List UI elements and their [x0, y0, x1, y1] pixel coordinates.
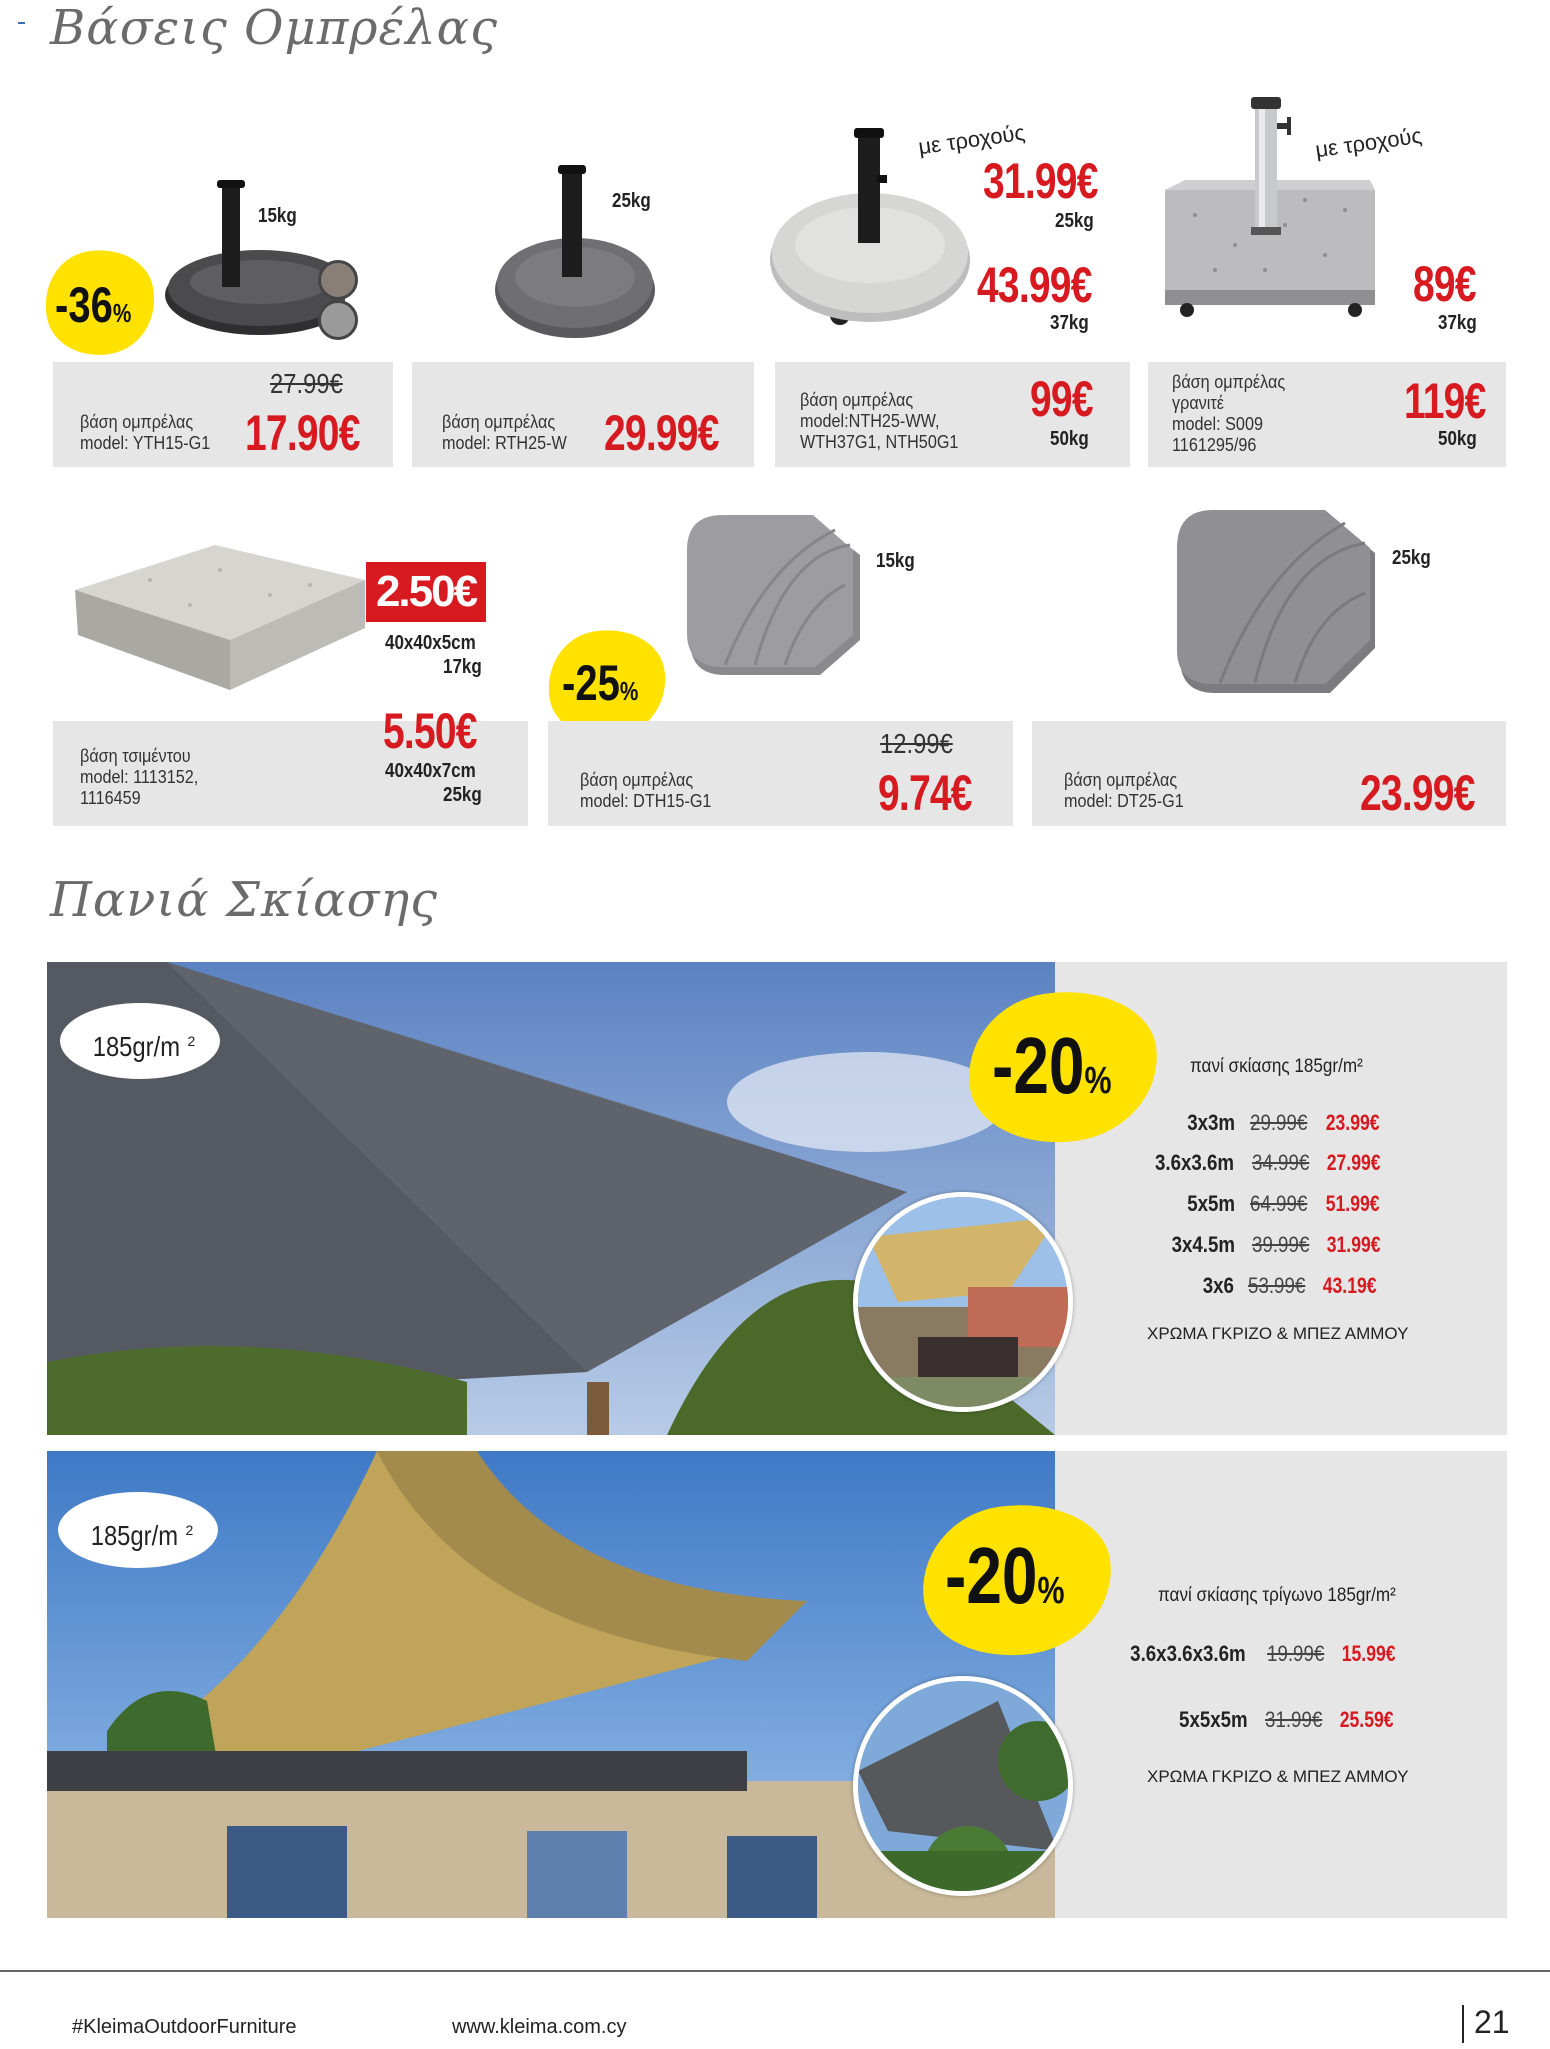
price-row: 5x5x5m 31.99€ 25.59€	[1179, 1707, 1394, 1732]
umbrella-base-image-1	[145, 180, 345, 340]
product-price: 5.50€	[383, 703, 477, 759]
shade-product-title: πανί σκίασης τρίγωνο 185gr/m²	[1158, 1585, 1396, 1606]
product-description: βάση ομπρέλας γρανιτέ model: S009 1161295/96	[1172, 372, 1286, 455]
product-description: βάση ομπρέλας model: DT25-G1	[1064, 770, 1184, 811]
size-label: 40x40x7cm	[385, 760, 476, 782]
corner-base-image-25	[1175, 508, 1380, 698]
old-price: 27.99€	[270, 368, 343, 399]
footer-hashtag[interactable]: #KleimaOutdoorFurniture	[72, 2016, 297, 2038]
old-price: 12.99€	[880, 728, 953, 759]
color-note: ΧΡΩΜΑ ΓΚΡΙΖΟ & ΜΠΕΖ ΑΜΜΟΥ	[1147, 1767, 1409, 1786]
weight-label: 50kg	[1050, 428, 1089, 450]
shade-inset-photo	[853, 1192, 1073, 1412]
price-row: 3x4.5m 39.99€ 31.99€	[1171, 1232, 1381, 1257]
product-description: βάση ομπρέλας model: YTH15-G1	[80, 412, 211, 453]
price-row: 3.6x3.6x3.6m 19.99€ 15.99€	[1130, 1641, 1396, 1666]
product-price: 9.74€	[878, 765, 972, 821]
page-number: 21	[1474, 2004, 1510, 2040]
product-price: 89€	[1413, 256, 1476, 312]
umbrella-base-image-4	[1155, 95, 1385, 320]
product-price: 29.99€	[604, 405, 719, 461]
color-swatch-brown	[318, 260, 358, 300]
page-number-divider	[1462, 2005, 1464, 2043]
shade-product-title: πανί σκίασης 185gr/m²	[1190, 1056, 1363, 1077]
color-note: ΧΡΩΜΑ ΓΚΡΙΖΟ & ΜΠΕΖ ΑΜΜΟΥ	[1147, 1324, 1409, 1343]
discount-label: -20%	[945, 1531, 1065, 1620]
weight-label: 17kg	[443, 656, 482, 678]
product-description: βάση ομπρέλας model: DTH15-G1	[580, 770, 712, 811]
corner-mark	[18, 22, 25, 24]
price-row: 3x6 53.99€ 43.19€	[1202, 1273, 1377, 1298]
price-row: 3.6x3.6m 34.99€ 27.99€	[1154, 1150, 1381, 1175]
weight-label: 37kg	[1438, 312, 1477, 334]
footer-divider	[0, 1970, 1550, 1972]
discount-label: -36%	[55, 277, 132, 333]
weight-label: 15kg	[258, 205, 297, 227]
weight-label: 50kg	[1438, 428, 1477, 450]
discount-label: -20%	[992, 1021, 1112, 1110]
product-price: 99€	[1030, 371, 1093, 427]
price-row: 5x5m 64.99€ 51.99€	[1187, 1191, 1380, 1216]
size-label: 40x40x5cm	[385, 632, 476, 654]
product-description: βάση ομπρέλας model:NTH25-WW, WTH37G1, NTH50G1	[800, 390, 959, 452]
weight-label: 37kg	[1050, 312, 1089, 334]
weight-label: 15kg	[876, 550, 915, 572]
color-swatch-grey	[318, 300, 358, 340]
price-row: 3x3m 29.99€ 23.99€	[1187, 1110, 1380, 1135]
shade-inset-photo	[853, 1676, 1073, 1896]
price-tag: 2.50€	[366, 562, 486, 622]
section-title-shades: Πανιά Σκίασης	[50, 872, 438, 928]
product-price: 23.99€	[1360, 765, 1475, 821]
wheels-label: με τροχούς	[916, 119, 1027, 160]
weight-badge: 185gr/m $^2$	[58, 1492, 218, 1568]
product-description: βάση τσιμέντου model: 1113152, 1116459	[80, 746, 199, 808]
discount-label: -25%	[562, 655, 639, 711]
weight-label: 25kg	[443, 784, 482, 806]
product-price: 119€	[1404, 373, 1486, 429]
wheels-label: με τροχούς	[1313, 122, 1424, 163]
corner-base-image-15	[685, 515, 865, 680]
weight-label: 25kg	[1392, 547, 1431, 569]
product-price: 43.99€	[977, 257, 1092, 313]
section-title-bases: Βάσεις Ομπρέλας	[50, 0, 498, 56]
weight-label: 25kg	[1055, 210, 1094, 232]
product-description: βάση ομπρέλας model: RTH25-W	[442, 412, 567, 453]
product-price: 31.99€	[983, 153, 1098, 209]
weight-badge: 185gr/m $^2$	[60, 1003, 220, 1079]
footer-website-link[interactable]: www.kleima.com.cy	[452, 2016, 627, 2038]
product-price: 17.90€	[245, 405, 360, 461]
cement-base-image	[70, 540, 370, 700]
weight-label: 25kg	[612, 190, 651, 212]
